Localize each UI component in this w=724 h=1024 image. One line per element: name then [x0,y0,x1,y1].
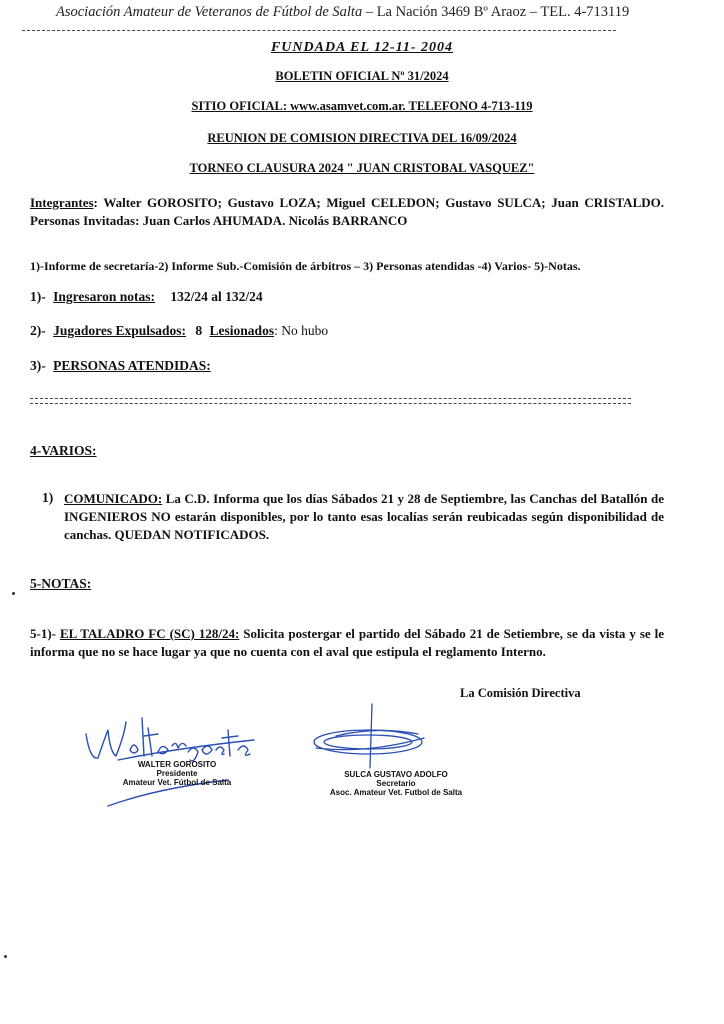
members-label: Integrantes [30,195,94,210]
communique-paragraph [64,490,664,544]
note-label: EL TALADRO FC (SC) 128/24: [59,626,240,641]
scan-speck [12,592,15,595]
signature-1-role: Presidente [156,769,198,778]
section-divider-top [30,398,631,399]
item-1-value: 132/24 al 132/24 [170,289,263,304]
signature-2-org: Asoc. Amateur Vet. Futbol de Salta [329,788,463,797]
injured-value: : No hubo [274,323,329,338]
item-1 [30,289,263,305]
item-3 [30,358,211,374]
item-3-prefix: 3)- [30,358,46,373]
meeting-title: REUNION DE COMISION DIRECTIVA DEL 16/09/2024 [207,131,517,145]
signature-1-org: Amateur Vet. Fútbol de Salta [122,778,232,787]
scan-speck [4,955,7,958]
item-1-prefix: 1)- [30,289,46,304]
signature-2-role: Secretario [376,779,416,788]
tournament-title: TORNEO CLAUSURA 2024 " JUAN CRISTOBAL VASQUEZ" [189,161,535,175]
association-address: – La Nación 3469 Bº Araoz – TEL. 4-713119 [365,4,630,20]
agenda-line: 1)-Informe de secretaría-2) Informe Sub.-Comisión de árbitros – 3) Personas atendidas -4) Varios- 5)-Notas. [30,259,581,273]
members-list: : Walter GOROSITO; Gustavo LOZA; Miguel CELEDON; Gustavo SULCA; Juan CRISTALDO. Personas Invitadas: Juan Carlos AHUMADA. Nicolás BARRANCO [30,195,664,228]
closing-signature-label: La Comisión Directiva [460,686,581,700]
bulletin-number: BOLETIN OFICIAL Nº 31/2024 [275,69,449,83]
item-1-label: Ingresaron notas: [53,289,156,304]
communique-label: COMUNICADO: [64,491,163,506]
signature-2-name: SULCA GUSTAVO ADOLFO [344,770,448,779]
letterhead [56,4,629,21]
injured-label: Lesionados [209,323,275,338]
expelled-label: Jugadores Expulsados: [53,323,187,338]
note-paragraph [30,625,664,661]
item-3-label: PERSONAS ATENDIDAS: [53,358,211,373]
header-divider [22,30,616,31]
signature-sulca [306,696,466,816]
signature-1-block [112,760,242,787]
founded-date: FUNDADA EL 12-11- 2004 [270,40,454,55]
section-4-heading: 4-VARIOS: [30,443,97,458]
item-2-prefix: 2)- [30,323,46,338]
signature-1-name: WALTER GOROSITO [137,760,217,769]
section-4-item-number: 1) [42,490,54,505]
members-paragraph [30,194,664,230]
note-prefix: 5-1)- [30,626,60,641]
official-site: SITIO OFICIAL: www.asamvet.com.ar. TELEFONO 4-713-119 [191,99,533,113]
association-name: Asociación Amateur de Veteranos de Fútbol de Salta [56,4,363,20]
signature-2-block [326,770,466,797]
note-text: Solicita postergar el partido del Sábado 21 de Setiembre, se da vista y se le informa que no se hace lugar ya que no cuenta con el aval que estipula el reglamento Interno. [30,626,664,659]
communique-text: La C.D. Informa que los días Sábados 21 y 28 de Septiembre, las Canchas del Batallón de INGENIEROS NO estarán disponibles, por lo tanto esas localías serán reubicadas según disponibilidad de canchas. QUEDAN NOTIFICADOS. [64,491,664,542]
section-5-heading: 5-NOTAS: [30,576,92,591]
section-divider-bottom [30,403,631,404]
expelled-value: 8 [195,323,203,338]
item-2 [30,323,328,339]
